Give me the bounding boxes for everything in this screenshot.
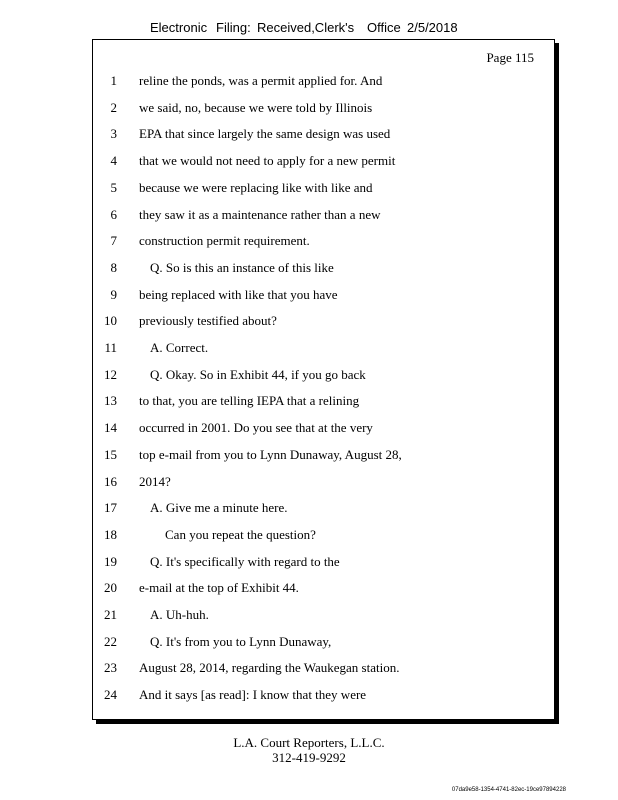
line-text: 2014? — [139, 473, 171, 489]
line-text: A. Uh-huh. — [150, 607, 209, 622]
line-number: 24 — [104, 687, 117, 703]
header-filing: Filing: — [216, 20, 251, 35]
line-text: EPA that since largely the same design was used — [139, 126, 391, 142]
transcript-line — [93, 687, 554, 707]
line-number: 12 — [104, 366, 117, 382]
footer-phone: 312-419-9292 — [272, 750, 346, 765]
line-number: 20 — [104, 580, 117, 596]
line-text: construction permit requirement. — [139, 233, 310, 249]
line-text: Can you repeat the question? — [165, 526, 316, 542]
transcript-line — [93, 607, 554, 627]
line-text: reline the ponds, was a permit applied for. And — [139, 73, 383, 88]
line-number: 16 — [104, 473, 117, 489]
transcript-line — [93, 393, 554, 413]
line-text: Q. It's from you to Lynn Dunaway, — [150, 633, 332, 649]
line-number: 18 — [104, 526, 117, 542]
transcript-line — [93, 260, 554, 280]
line-number: 6 — [110, 206, 117, 222]
transcript-line — [93, 634, 554, 654]
line-number: 5 — [110, 179, 117, 195]
header-electronic: Electronic — [150, 20, 208, 35]
transcript-line — [93, 580, 554, 600]
transcript-line — [93, 420, 554, 440]
line-text: A. Correct. — [150, 340, 209, 355]
line-number: 9 — [110, 286, 117, 302]
line-text: previously testified about? — [139, 313, 277, 329]
transcript-line — [93, 287, 554, 307]
transcript-line — [93, 474, 554, 494]
line-text: that we would not need to apply for a new permit — [139, 153, 396, 169]
header-received: Received,Clerk's — [257, 20, 355, 35]
line-text: being replaced with like that you have — [139, 286, 338, 302]
transcript-line — [93, 660, 554, 680]
line-text: A. Give me a minute here. — [150, 500, 288, 516]
line-text: August 28, 2014, regarding the Waukegan station. — [139, 660, 400, 676]
header-office: Office — [367, 20, 401, 35]
line-number: 15 — [104, 446, 117, 462]
page-number: Page 115 — [486, 50, 534, 65]
transcript-line — [93, 153, 554, 173]
line-number: 22 — [104, 633, 117, 649]
line-number: 23 — [104, 660, 117, 676]
line-text: Q. It's specifically with regard to the — [150, 553, 340, 569]
transcript-line — [93, 233, 554, 253]
transcript-line — [93, 554, 554, 574]
line-number: 13 — [104, 393, 117, 409]
transcript-page — [92, 39, 555, 720]
line-text: Q. So is this an instance of this like — [150, 259, 334, 275]
line-text: occurred in 2001. Do you see that at the very — [139, 420, 373, 436]
transcript-line — [93, 73, 554, 93]
transcript-line — [93, 313, 554, 333]
line-text: e-mail at the top of Exhibit 44. — [139, 580, 299, 596]
line-number: 3 — [110, 126, 117, 142]
line-number: 10 — [104, 313, 117, 329]
document-id: 07da9e58-1354-4741-82ec-19ce97894228 — [451, 787, 566, 793]
line-text: we said, no, because we were told by Illinois — [139, 99, 373, 115]
line-text: they saw it as a maintenance rather than a new — [139, 206, 381, 222]
line-number: 21 — [104, 607, 117, 622]
transcript-line — [93, 100, 554, 120]
transcript-line — [93, 340, 554, 360]
transcript-line — [93, 207, 554, 227]
transcript-line — [93, 447, 554, 467]
line-number: 2 — [110, 99, 117, 115]
line-number: 4 — [110, 153, 117, 169]
filing-header — [0, 20, 618, 38]
line-number: 7 — [110, 233, 117, 249]
transcript-line — [93, 367, 554, 387]
transcript-line — [93, 500, 554, 520]
line-number: 1 — [110, 73, 117, 88]
line-number: 14 — [104, 420, 117, 436]
line-text: because we were replacing like with like and — [139, 179, 373, 195]
line-number: 11 — [104, 340, 117, 355]
line-text: to that, you are telling IEPA that a relining — [139, 393, 360, 409]
transcript-line — [93, 180, 554, 200]
line-number: 8 — [110, 259, 117, 275]
line-text: And it says [as read]: I know that they were — [139, 687, 367, 703]
transcript-line — [93, 126, 554, 146]
line-number: 19 — [104, 553, 117, 569]
line-text: top e-mail from you to Lynn Dunaway, August 28, — [139, 446, 402, 462]
line-text: Q. Okay. So in Exhibit 44, if you go back — [150, 366, 366, 382]
line-number: 17 — [104, 500, 117, 516]
transcript-line — [93, 527, 554, 547]
footer-company: L.A. Court Reporters, L.L.C. — [233, 735, 385, 750]
header-date: 2/5/2018 — [407, 20, 458, 35]
